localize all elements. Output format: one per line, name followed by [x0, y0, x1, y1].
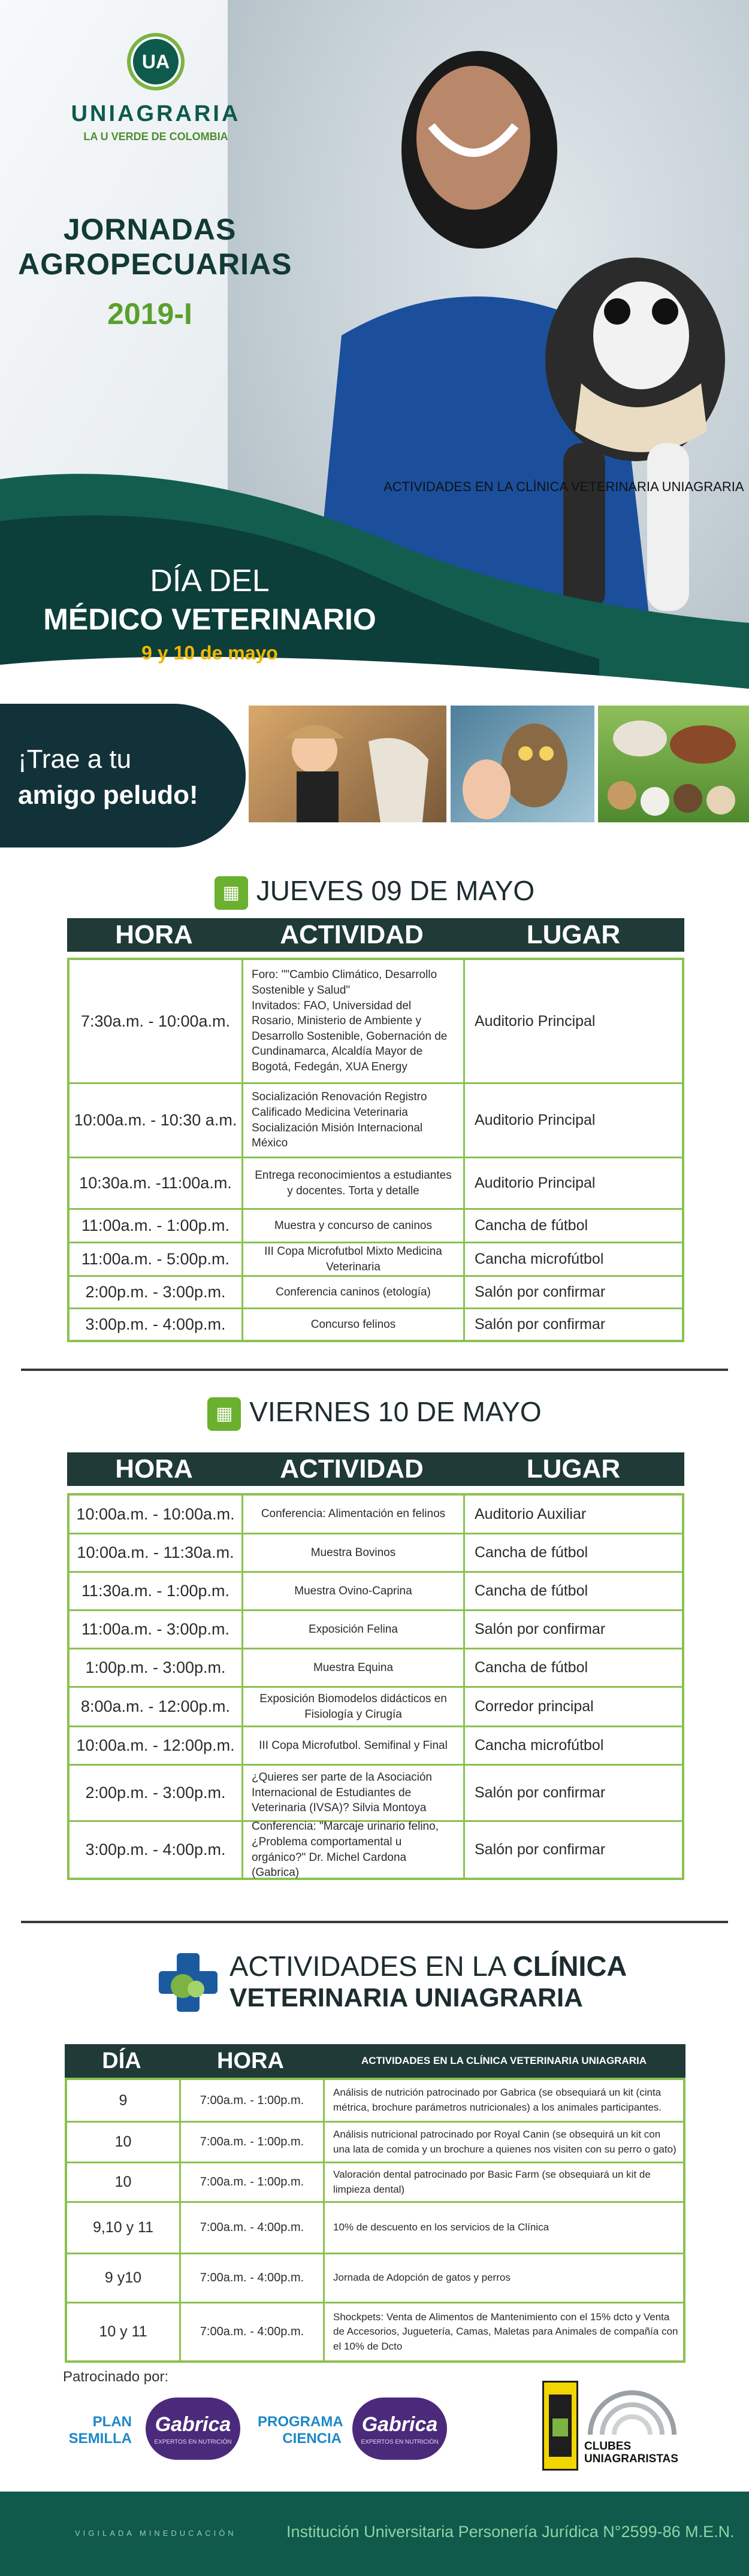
cell-actividad: ¿Quieres ser parte de la Asociación Internacional de Estudiantes de Veterinaria (IVSA)? Silvia Montoya	[243, 1766, 465, 1820]
cell-hora: 11:00a.m. - 3:00p.m.	[70, 1611, 243, 1648]
table-row	[70, 960, 682, 1082]
brand-name: UNIAGRARIA	[71, 101, 241, 126]
cell-lugar: Salón por confirmar	[475, 1784, 606, 1801]
cell-lugar: Salón por confirmar	[475, 1621, 606, 1637]
clinic-title-line1-bold: CLÍNICA	[512, 1950, 627, 1982]
header-actividades: ACTIVIDADES EN LA CLÍNICA VETERINARIA UNIAGRARIA	[361, 2055, 647, 2066]
table-row	[70, 1275, 682, 1307]
cell-dia: 9 y10	[67, 2254, 181, 2302]
clubes-text	[584, 2441, 678, 2466]
cell-hora: 2:00p.m. - 3:00p.m.	[70, 1766, 243, 1820]
table-row	[70, 1307, 682, 1340]
calendar-icon: ▦	[215, 876, 248, 910]
event-year: 2019-I	[107, 297, 192, 331]
cell-actividad: Conferencia caninos (etología)	[243, 1277, 465, 1307]
cell-hora: 3:00p.m. - 4:00p.m.	[70, 1822, 243, 1878]
day-banner-line1: DÍA DEL	[150, 564, 270, 598]
cell-actividad: Muestra Equina	[243, 1649, 465, 1686]
cell-dia: 10	[67, 2163, 181, 2201]
table-row	[67, 2162, 683, 2201]
table-row	[67, 2121, 683, 2162]
clubes-uniagraristas-logo	[542, 2381, 686, 2471]
cell-dia: 9,10 y 11	[67, 2203, 181, 2253]
sponsors-label: Patrocinado por:	[63, 2369, 169, 2385]
cell-actividad: Jornada de Adopción de gatos y perros	[333, 2272, 511, 2284]
cell-dia: 9	[67, 2080, 181, 2121]
day1-table-header	[67, 918, 684, 952]
day2-table	[67, 1493, 684, 1880]
callout-line2: amigo peludo!	[18, 780, 198, 810]
cell-hora: 7:00a.m. - 1:00p.m.	[181, 2163, 325, 2201]
cell-lugar: Auditorio Principal	[475, 1175, 596, 1191]
cell-lugar: Cancha microfútbol	[475, 1251, 604, 1267]
header-hora: HORA	[217, 2048, 284, 2073]
gabrica-name: Gabrica	[361, 2413, 438, 2436]
cell-actividad: Conferencia: "Marcaje urinario felino, ¿Problema comportamental u orgánico?" Dr. Michel Cardona (Gabrica)	[243, 1822, 465, 1878]
bring-pet-callout	[0, 704, 246, 847]
cell-hora: 7:00a.m. - 4:00p.m.	[181, 2203, 325, 2253]
table-row	[70, 1571, 682, 1609]
cell-hora: 7:00a.m. - 1:00p.m.	[181, 2123, 325, 2162]
cell-hora: 3:00p.m. - 4:00p.m.	[70, 1309, 243, 1340]
header-dia: DÍA	[102, 2048, 141, 2073]
clinic-table	[65, 2078, 685, 2363]
cell-hora: 10:30a.m. -11:00a.m.	[70, 1158, 243, 1208]
calendar-icon: ▦	[207, 1397, 241, 1431]
gabrica-logo	[146, 2398, 240, 2460]
programa-ciencia-label	[258, 2414, 342, 2447]
cell-lugar: Salón por confirmar	[475, 1284, 606, 1300]
gabrica-logo	[352, 2398, 447, 2460]
table-row	[67, 2302, 683, 2360]
vigilada-mineducacion: VIGILADA MINEDUCACIÓN	[75, 2529, 237, 2538]
day1-table	[67, 958, 684, 1342]
programa-ciencia-line1: PROGRAMA	[258, 2414, 343, 2430]
cattle-dogs-photo	[598, 706, 749, 822]
header-hora: HORA	[115, 920, 193, 949]
table-row	[70, 1609, 682, 1648]
event-title-line1: JORNADAS	[63, 213, 237, 246]
table-row	[70, 1208, 682, 1242]
clubes-line2: UNIAGRARISTAS	[584, 2452, 678, 2465]
section-divider	[21, 1369, 728, 1371]
cell-lugar: Auditorio Auxiliar	[475, 1505, 587, 1522]
cell-lugar: Auditorio Principal	[475, 1112, 596, 1128]
hero-banner	[0, 0, 749, 704]
cell-hora: 7:00a.m. - 1:00p.m.	[181, 2080, 325, 2121]
cell-hora: 10:00a.m. - 11:30a.m.	[70, 1534, 243, 1571]
cell-lugar: Salón por confirmar	[475, 1316, 606, 1333]
cell-hora: 11:00a.m. - 5:00p.m.	[70, 1243, 243, 1275]
cell-actividad: III Copa Microfutbol. Semifinal y Final	[243, 1727, 465, 1764]
gabrica-sub: EXPERTOS EN NUTRICIÓN	[154, 2439, 232, 2445]
cell-hora: 10:00a.m. - 10:00a.m.	[70, 1496, 243, 1533]
table-row	[70, 1764, 682, 1820]
cell-lugar: Cancha de fútbol	[475, 1544, 588, 1561]
section-divider	[21, 1921, 728, 1923]
clubes-line1: CLUBES	[584, 2440, 632, 2453]
cell-actividad: Exposición Biomodelos didácticos en Fisiología y Cirugía	[243, 1688, 465, 1726]
cell-lugar: Auditorio Principal	[475, 1012, 596, 1030]
cell-actividad: III Copa Microfutbol Mixto Medicina Veterinaria	[243, 1243, 465, 1275]
header-lugar: LUGAR	[526, 920, 621, 949]
cell-actividad: Foro: ""Cambio Climático, Desarrollo Sostenible y Salud" Invitados: FAO, Universidad del Rosario, Ministerio de Ambiente y Desarrollo Sostenible, Gobernación de Cundinamarca, Alcaldía Mayor de Bogotá, Fedegán, XUA Energy	[243, 960, 465, 1082]
day-banner-dates: 9 y 10 de mayo	[141, 642, 278, 664]
cell-actividad: Muestra Bovinos	[243, 1534, 465, 1571]
cell-hora: 2:00p.m. - 3:00p.m.	[70, 1277, 243, 1307]
uniagraria-logo	[36, 33, 276, 143]
cell-dia: 10	[67, 2123, 181, 2162]
clinic-table-header	[65, 2044, 685, 2078]
table-row	[70, 1686, 682, 1726]
cell-lugar: Salón por confirmar	[475, 1841, 606, 1858]
clinic-title-line2: VETERINARIA UNIAGRARIA	[229, 1983, 583, 2012]
brand-tagline: LA U VERDE DE COLOMBIA	[83, 131, 228, 143]
cell-actividad: Exposición Felina	[243, 1611, 465, 1648]
day2-title-text: VIERNES 10 DE MAYO	[249, 1396, 542, 1427]
day2-title	[0, 1396, 749, 1431]
overlay-note: ACTIVIDADES EN LA CLÍNICA VETERINARIA UNIAGRARIA	[383, 479, 744, 494]
header-actividad: ACTIVIDAD	[280, 920, 424, 949]
table-row	[67, 2201, 683, 2253]
clubes-emblem	[542, 2381, 578, 2471]
institution-legal-text: Institución Universitaria Personería Jurídica N°2599-86 M.E.N.	[286, 2523, 735, 2541]
programa-ciencia-line2: CIENCIA	[282, 2430, 342, 2447]
plan-semilla-line1: PLAN	[92, 2414, 132, 2430]
cell-lugar: Cancha de fútbol	[475, 1659, 588, 1676]
day-banner-line2: MÉDICO VETERINARIO	[43, 603, 376, 636]
cell-actividad: Análisis nutricional patrocinado por Royal Canin (se obsequirá un kit con una lata de comida y un brochure a quienes nos visiten con su perro o gato)	[333, 2128, 676, 2155]
cell-hora: 1:00p.m. - 3:00p.m.	[70, 1649, 243, 1686]
cell-actividad: Conferencia: Alimentación en felinos	[243, 1496, 465, 1533]
cell-actividad: Muestra y concurso de caninos	[243, 1210, 465, 1242]
cell-actividad: Muestra Ovino-Caprina	[243, 1573, 465, 1609]
girl-horse-photo	[249, 706, 446, 822]
table-row	[70, 1157, 682, 1208]
clinic-title-line1	[229, 1950, 627, 1982]
table-row	[70, 1648, 682, 1686]
callout-line1: ¡Trae a tu	[18, 744, 132, 774]
table-row	[70, 1726, 682, 1764]
clubes-arcs-icon	[584, 2387, 680, 2435]
cell-hora: 10:00a.m. - 10:30 a.m.	[70, 1084, 243, 1157]
table-row	[70, 1082, 682, 1157]
cell-actividad: Análisis de nutrición patrocinado por Gabrica (se obsequiará un kit (cinta métrica, brochure parámetros nutricionales) a los animales participantes.	[333, 2087, 662, 2113]
header-hora: HORA	[115, 1454, 193, 1484]
cell-actividad: Entrega reconocimientos a estudiantes y docentes. Torta y detalle	[243, 1158, 465, 1208]
table-row	[70, 1533, 682, 1571]
cell-hora: 7:00a.m. - 4:00p.m.	[181, 2303, 325, 2360]
event-title-line2: AGROPECUARIAS	[18, 247, 292, 281]
cell-lugar: Cancha de fútbol	[475, 1582, 588, 1599]
cell-dia: 10 y 11	[67, 2303, 181, 2360]
gabrica-name: Gabrica	[155, 2413, 231, 2436]
table-row	[70, 1820, 682, 1878]
ua-logo-mark: UA	[127, 33, 185, 90]
cell-hora: 10:00a.m. - 12:00p.m.	[70, 1727, 243, 1764]
person-owl-photo	[451, 706, 594, 822]
day1-title-text: JUEVES 09 DE MAYO	[256, 875, 535, 906]
plan-semilla-line2: SEMILLA	[68, 2430, 132, 2447]
day2-table-header	[67, 1452, 684, 1486]
cell-lugar: Corredor principal	[475, 1698, 594, 1715]
cell-hora: 11:00a.m. - 1:00p.m.	[70, 1210, 243, 1242]
cell-actividad: 10% de descuento en los servicios de la Clínica	[333, 2221, 549, 2233]
event-title	[18, 213, 292, 281]
cell-hora: 7:00a.m. - 4:00p.m.	[181, 2254, 325, 2302]
cell-hora: 7:30a.m. - 10:00a.m.	[70, 960, 243, 1082]
day1-title	[0, 874, 749, 910]
header-actividad: ACTIVIDAD	[280, 1454, 424, 1484]
clinic-title-line1-text: ACTIVIDADES EN LA	[229, 1950, 505, 1982]
vet-cross-icon	[159, 1953, 218, 2012]
gabrica-sub: EXPERTOS EN NUTRICIÓN	[361, 2439, 439, 2445]
table-row	[70, 1496, 682, 1533]
cell-actividad: Shockpets: Venta de Alimentos de Mantenimiento con el 15% dcto y Venta de Accesorios, Juguetería, Camas, Maletas para Animales de compañía con el 10% de Dcto	[333, 2311, 678, 2352]
cell-hora: 8:00a.m. - 12:00p.m.	[70, 1688, 243, 1726]
cell-hora: 11:30a.m. - 1:00p.m.	[70, 1573, 243, 1609]
footer	[0, 2492, 749, 2576]
table-row	[67, 2080, 683, 2121]
table-row	[70, 1242, 682, 1275]
plan-semilla-label	[60, 2414, 132, 2447]
table-row	[67, 2253, 683, 2302]
cell-actividad: Valoración dental patrocinado por Basic Farm (se obsequiará un kit de limpieza dental)	[333, 2168, 651, 2195]
cell-actividad: Concurso felinos	[243, 1309, 465, 1340]
header-lugar: LUGAR	[526, 1454, 621, 1484]
cell-actividad: Socialización Renovación Registro Calificado Medicina Veterinaria Socialización Misión Internacional México	[243, 1084, 465, 1157]
cell-lugar: Cancha microfútbol	[475, 1737, 604, 1754]
cell-lugar: Cancha de fútbol	[475, 1217, 588, 1234]
